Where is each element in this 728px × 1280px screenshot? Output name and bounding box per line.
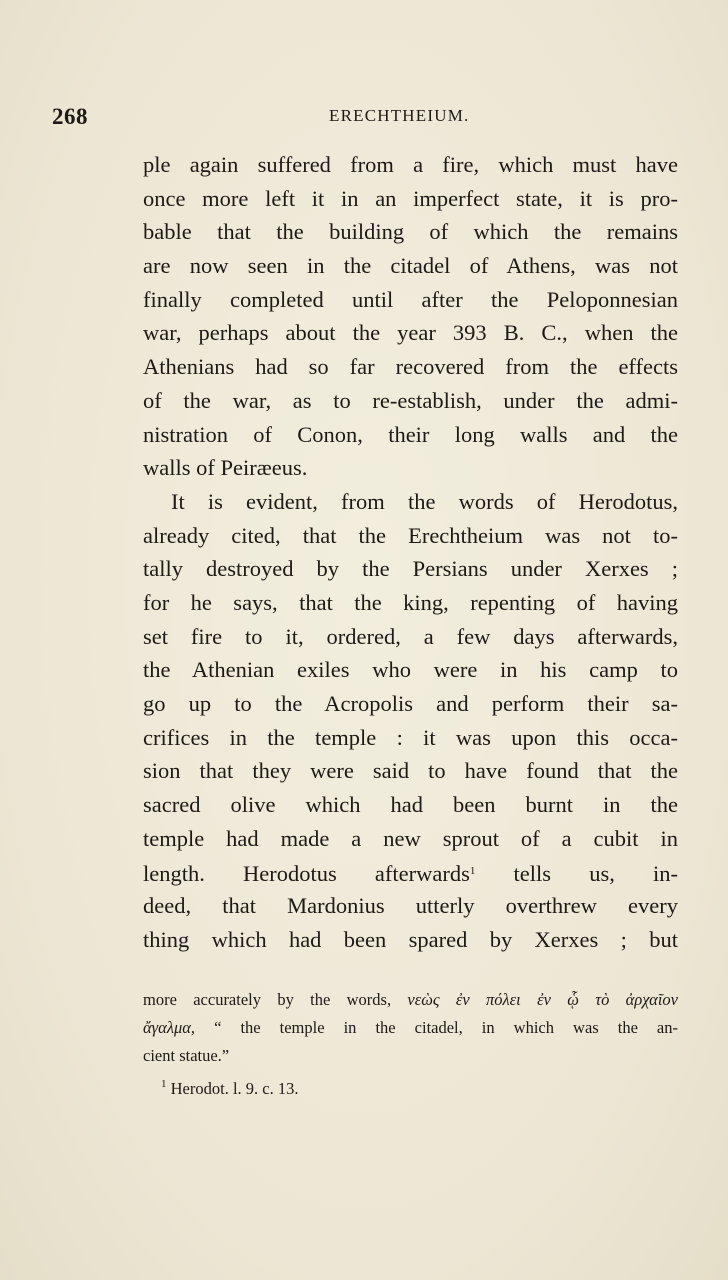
text-line: sacred olive which had been burnt in the bbox=[143, 792, 678, 818]
footnote-mark: 1 bbox=[469, 865, 476, 878]
footnote-ref-mark: 1 bbox=[161, 1078, 167, 1090]
text-line: are now seen in the citadel of Athens, was not bbox=[143, 253, 678, 279]
text-line: for he says, that the king, repenting of having bbox=[143, 589, 678, 615]
header-title: ERECHTHEIUM. bbox=[329, 106, 470, 125]
text-line: war, perhaps about the year 393 B. C., when the bbox=[143, 320, 678, 346]
text-line: Athenians had so far recovered from the effects bbox=[143, 354, 678, 380]
text-line: once more left it in an imperfect state, it is pro- bbox=[143, 185, 678, 211]
body-text bbox=[143, 148, 678, 957]
text-line: It is evident, from the words of Herodotus, bbox=[171, 488, 678, 514]
footnote-text: “ the temple in the citadel, in which was the an- bbox=[195, 1018, 678, 1037]
text-line: sion that they were said to have found that the bbox=[143, 758, 678, 784]
footnote-line: cient statue.” bbox=[143, 1046, 230, 1065]
page-number: 268 bbox=[52, 104, 88, 129]
footnote-line bbox=[143, 986, 678, 1014]
text-line: temple had made a new sprout of a cubit in bbox=[143, 825, 678, 851]
greek-text: ἄγαλμα, bbox=[143, 1018, 196, 1037]
text-line: ple again suffered from a fire, which must have bbox=[143, 152, 678, 177]
greek-text: νεὼς ἐν πόλει ἐν ᾧ τὸ ἀρχαῖον bbox=[407, 990, 678, 1009]
text-line: crifices in the temple : it was upon this occa- bbox=[143, 724, 678, 750]
footnote-text: more accurately by the words, bbox=[143, 990, 408, 1009]
text-line: set fire to it, ordered, a few days afterwards, bbox=[143, 623, 678, 649]
footnote-reference bbox=[143, 1070, 678, 1098]
line-end: tells us, in- bbox=[475, 861, 678, 887]
text-line: walls of Peiræeus. bbox=[143, 455, 308, 481]
text-line: go up to the Acropolis and perform their sa- bbox=[143, 691, 678, 716]
footnote-ref-text: Herodot. l. 9. c. 13. bbox=[166, 1079, 299, 1098]
running-head bbox=[52, 104, 688, 138]
text-line bbox=[143, 855, 678, 889]
line-start: length. Herodotus afterwards bbox=[143, 861, 470, 887]
text-line: nistration of Conon, their long walls and the bbox=[143, 421, 678, 447]
text-line: tally destroyed by the Persians under Xerxes ; bbox=[143, 556, 678, 582]
footnote-line bbox=[143, 1014, 678, 1042]
text-line: thing which had been spared by Xerxes ; but bbox=[143, 926, 678, 952]
text-line: the Athenian exiles who were in his camp to bbox=[143, 657, 678, 683]
text-line: of the war, as to re-establish, under the admi- bbox=[143, 387, 678, 413]
text-line: bable that the building of which the remains bbox=[143, 219, 678, 245]
text-line: already cited, that the Erechtheium was not to- bbox=[143, 522, 678, 548]
footnotes bbox=[143, 986, 678, 1098]
text-line: deed, that Mardonius utterly overthrew every bbox=[143, 893, 678, 919]
text-line: finally completed until after the Peloponnesian bbox=[143, 286, 678, 312]
